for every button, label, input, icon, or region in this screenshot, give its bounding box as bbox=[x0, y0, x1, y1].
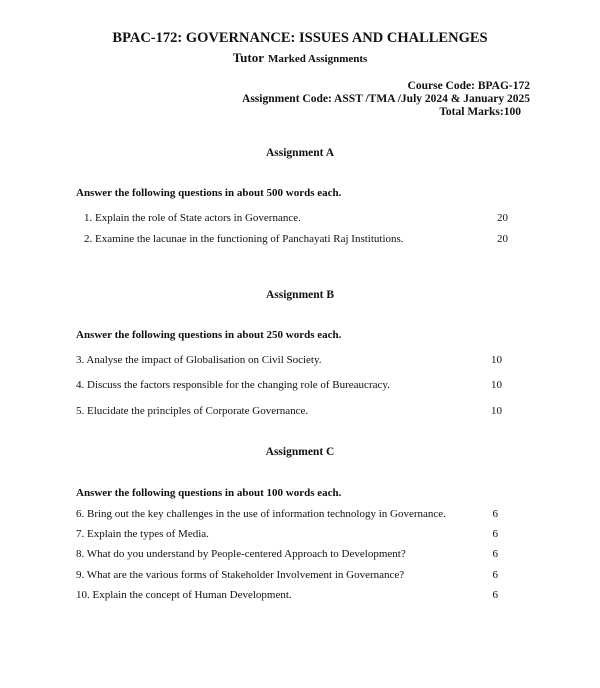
question-9-marks: 6 bbox=[492, 569, 498, 581]
question-9: 9. What are the various forms of Stakeholder Involvement in Governance? bbox=[76, 569, 405, 581]
assignment-code: Assignment Code: ASST /TMA /July 2024 & January 2025 bbox=[242, 93, 530, 105]
question-1-marks: 20 bbox=[497, 212, 508, 224]
question-2: 2. Examine the lacunae in the functioning of Panchayati Raj Institutions. bbox=[84, 233, 404, 245]
document-subtitle bbox=[0, 49, 600, 67]
subtitle-marked-assignments: Marked Assignments bbox=[268, 53, 368, 65]
question-10-marks: 6 bbox=[492, 589, 498, 601]
section-title-c: Assignment C bbox=[265, 446, 335, 458]
question-5-marks: 10 bbox=[491, 405, 502, 417]
section-instruction-b: Answer the following questions in about 250 words each. bbox=[76, 329, 342, 341]
question-7-marks: 6 bbox=[492, 528, 498, 540]
section-title-a: Assignment A bbox=[265, 147, 335, 159]
question-1: 1. Explain the role of State actors in Governance. bbox=[84, 212, 301, 224]
question-7: 7. Explain the types of Media. bbox=[76, 528, 209, 540]
total-marks: Total Marks:100 bbox=[439, 106, 521, 118]
question-10: 10. Explain the concept of Human Development. bbox=[76, 589, 292, 601]
subtitle-tutor: Tutor bbox=[232, 50, 264, 65]
question-3-marks: 10 bbox=[491, 354, 502, 366]
question-6: 6. Bring out the key challenges in the use of information technology in Governance. bbox=[76, 508, 446, 520]
document-title: BPAC-172: GOVERNANCE: ISSUES AND CHALLENGES bbox=[112, 30, 488, 46]
question-4-marks: 10 bbox=[491, 379, 502, 391]
section-instruction-c: Answer the following questions in about 100 words each. bbox=[76, 487, 342, 499]
course-code: Course Code: BPAG-172 bbox=[407, 80, 530, 92]
section-title-b: Assignment B bbox=[265, 289, 335, 301]
question-4: 4. Discuss the factors responsible for the changing role of Bureaucracy. bbox=[76, 379, 390, 391]
question-8-marks: 6 bbox=[492, 548, 498, 560]
question-3: 3. Analyse the impact of Globalisation on Civil Society. bbox=[76, 354, 322, 366]
question-8: 8. What do you understand by People-centered Approach to Development? bbox=[76, 548, 406, 560]
section-instruction-a: Answer the following questions in about 500 words each. bbox=[76, 187, 342, 199]
question-6-marks: 6 bbox=[492, 508, 498, 520]
question-5: 5. Elucidate the principles of Corporate Governance. bbox=[76, 405, 309, 417]
question-2-marks: 20 bbox=[497, 233, 508, 245]
